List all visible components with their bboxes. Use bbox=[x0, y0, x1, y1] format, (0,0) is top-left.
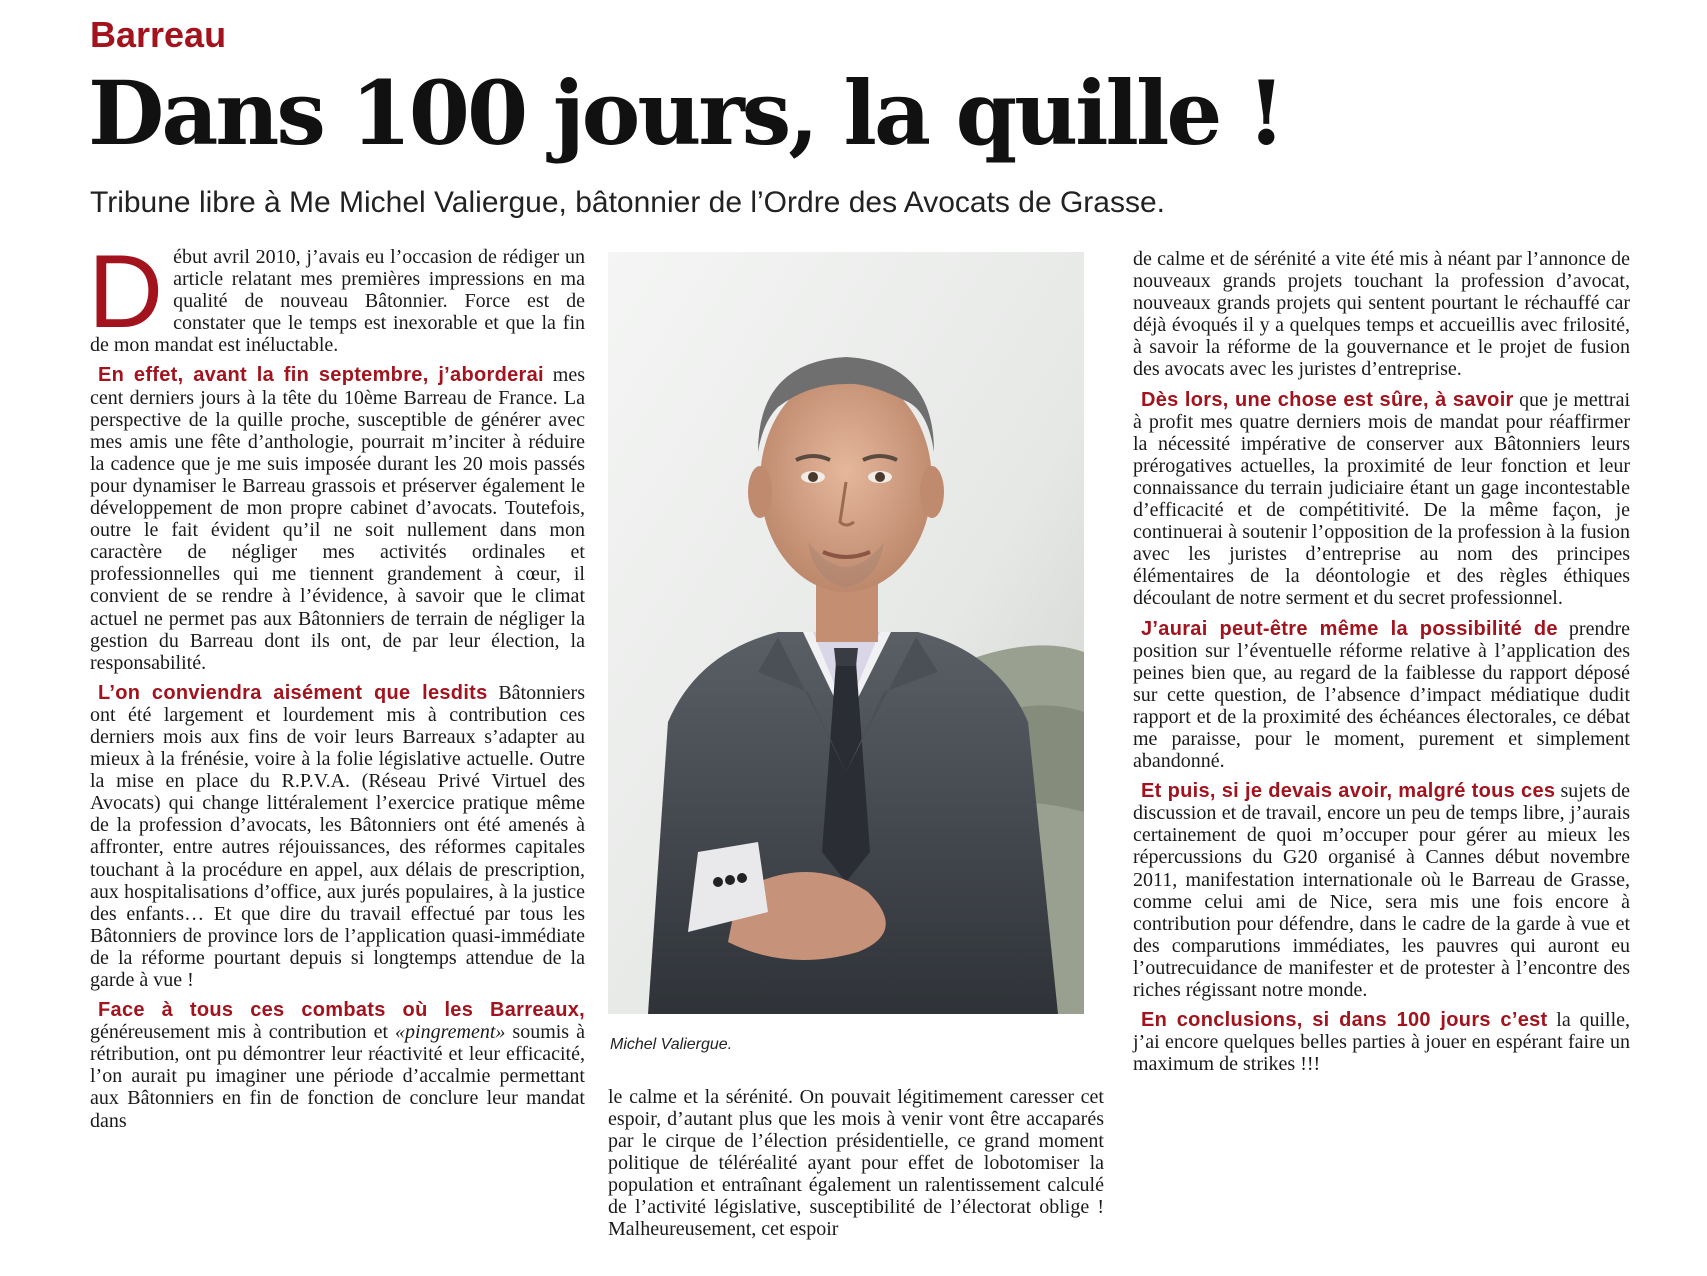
paragraph bbox=[90, 682, 585, 991]
portrait-photo bbox=[608, 252, 1084, 1014]
paragraph-text: prendre position sur l’éventuelle réforme relative à l’application des peines bien que, au regard de la faiblesse du rapport déposé sur cette question, de l’absence d’impact médiatique dudit rapport et de la proximité des échéances électorales, ce débat me paraisse, pour le moment, purement et simplement abandonné. bbox=[1133, 617, 1630, 773]
article-column-2 bbox=[608, 1086, 1104, 1240]
paragraph bbox=[1133, 618, 1630, 773]
paragraph-text: soumis à rétribution, ont pu démontrer leur réactivité et leur efficacité, l’on aurait pu imaginer une période d’accalmie permettant aux Bâtonniers en fin de fonction de conclure leur mandat dans bbox=[90, 1021, 585, 1132]
paragraph: le calme et la sérénité. On pouvait légitimement caresser cet espoir, d’autant plus que les mois à venir vont être accaparés par le cirque de l’élection présidentielle, ce grand moment politique de téléréalité ayant pour effet de lobotomiser la population et entraînant également un ralentissement calculé de l’activité législative, susceptibilité de l’électorat oblige ! Malheureusement, cet espoir bbox=[608, 1086, 1104, 1240]
paragraph-lead: En conclusions, si dans 100 jours c’est bbox=[1141, 1009, 1548, 1032]
paragraph-text: Bâtonniers ont été largement et lourdement mis à contribution ces derniers mois aux fins de voir leurs Barreaux s’adapter au mieux à la frénésie, voire à la folie législative actuelle. Outre la mise en place du R.P.V.A. (Réseau Privé Virtuel des Avocats) qui change littéralement l’exercice pratique même de la profession d’avocats, les Bâtonniers ont été amenés à affronter, entre autres réjouissances, des réformes capitales touchant à la procédure en appel, aux délais de prescription, aux hospitalisations d’office, aux jurés populaires, à la justice des enfants… Et que dire du travail effectué par tous les Bâtonniers de province lors de l’application quasi-immédiate de la réforme pourtant depuis si longtemps attendue de la garde à vue ! bbox=[90, 681, 585, 991]
paragraph-text: généreusement mis à contribution et bbox=[90, 1021, 396, 1044]
paragraph-text: ébut avril 2010, j’avais eu l’occasion de rédiger un article relatant mes premières impressions en ma qualité de nouveau Bâtonnier. Force est de constater que le temps est inexorable et que la fin de mon mandat est inéluctable. bbox=[90, 246, 585, 357]
photo-caption: Michel Valiergue. bbox=[610, 1036, 733, 1053]
paragraph bbox=[1133, 780, 1630, 1001]
paragraph-text: la quille, j’ai encore quelques belles parties à jouer en espérant faire un maximum de strikes !!! bbox=[1133, 1009, 1631, 1076]
paragraph-lead: L’on conviendra aisément que lesdits bbox=[98, 681, 488, 704]
paragraph-lead: Dès lors, une chose est sûre, à savoir bbox=[1141, 388, 1514, 411]
section-kicker: Barreau bbox=[90, 14, 227, 55]
paragraph-lead: En effet, avant la fin septembre, j’aborderai bbox=[98, 364, 544, 387]
paragraph-italic: «pingrement» bbox=[395, 1021, 506, 1044]
paragraph-lead: J’aurai peut-être même la possibilité de bbox=[1141, 617, 1558, 640]
paragraph bbox=[90, 999, 585, 1132]
paragraph-text: mes cent derniers jours à la tête du 10ème Barreau de France. La perspective de la quille proche, susceptible de générer avec mes amis une fête d’anthologie, pourrait m’inciter à réduire la cadence que je me suis imposée durant les 20 mois passés pour dynamiser le Barreau grassois et préserver également le développement de mon propre cabinet d’avocats. Toutefois, outre le fait évident qu’il ne soit nullement dans mon caractère de négliger mes activités ordinales et professionnelles qui me tiennent grandement à cœur, il convient de se rendre à l’évidence, à savoir que le climat actuel ne permet pas aux Bâtonniers de terrain de négliger la gestion du Barreau dont ils ont, de par leur élection, la responsabilité. bbox=[90, 364, 585, 674]
standfirst: Tribune libre à Me Michel Valiergue, bâtonnier de l’Ordre des Avocats de Grasse. bbox=[90, 186, 1165, 219]
paragraph-text: sujets de discussion et de travail, encore un peu de temps libre, j’aurais certainement de quoi m’occuper pour gérer au mieux les répercussions du G20 organisé à Cannes début novembre 2011, manifestation internationale où le Barreau de Grasse, comme celui ami de Nice, sera mis une fois encore à contribution pour défendre, dans le cadre de la garde à vue et des comparutions immédiates, les pauvres qui auront eu l’outrecuidance de manifester et de protester à l’encontre des riches régissant notre monde. bbox=[1133, 780, 1631, 1001]
article-column-1 bbox=[88, 234, 585, 1140]
paragraph bbox=[1133, 1009, 1630, 1075]
paragraph-text: que je mettrai à profit mes quatre derniers mois de mandat pour réaffirmer la nécessité impérative de conserver aux Bâtonniers leurs prérogatives actuelles, la proximité de leur fonction et leur connaissance du terrain judiciaire étant un gage incontestable d’efficacité et de compétitivité. De la même façon, je continuerai à soutenir l’opposition de la profession à la fusion avec les juristes d’entreprise au nom des principes élémentaires de la déontologie et des règles éthiques découlant de notre serment et du secret professionnel. bbox=[1133, 388, 1631, 610]
paragraph bbox=[88, 234, 585, 357]
paragraph: de calme et de sérénité a vite été mis à néant par l’annonce de nouveaux grands projets touchant la profession d’avocat, nouveaux grands projets qui sentent pourtant le réchauffé car déjà évoqués il y a quelques temps et accueillis avec frilosité, à savoir la réforme de la gouvernance et le projet de fusion des avocats avec les juristes d’entreprise. bbox=[1133, 248, 1630, 381]
paragraph-lead: Et puis, si je devais avoir, malgré tous ces bbox=[1141, 780, 1556, 803]
headline: Dans 100 jours, la quille ! bbox=[88, 61, 1283, 165]
drop-cap: D bbox=[88, 234, 164, 350]
portrait-illustration bbox=[608, 252, 1084, 1014]
paragraph-lead: Face à tous ces combats où les Barreaux, bbox=[98, 999, 585, 1022]
article-column-3 bbox=[1133, 248, 1630, 1083]
paragraph bbox=[90, 364, 585, 673]
paragraph bbox=[1133, 389, 1630, 610]
